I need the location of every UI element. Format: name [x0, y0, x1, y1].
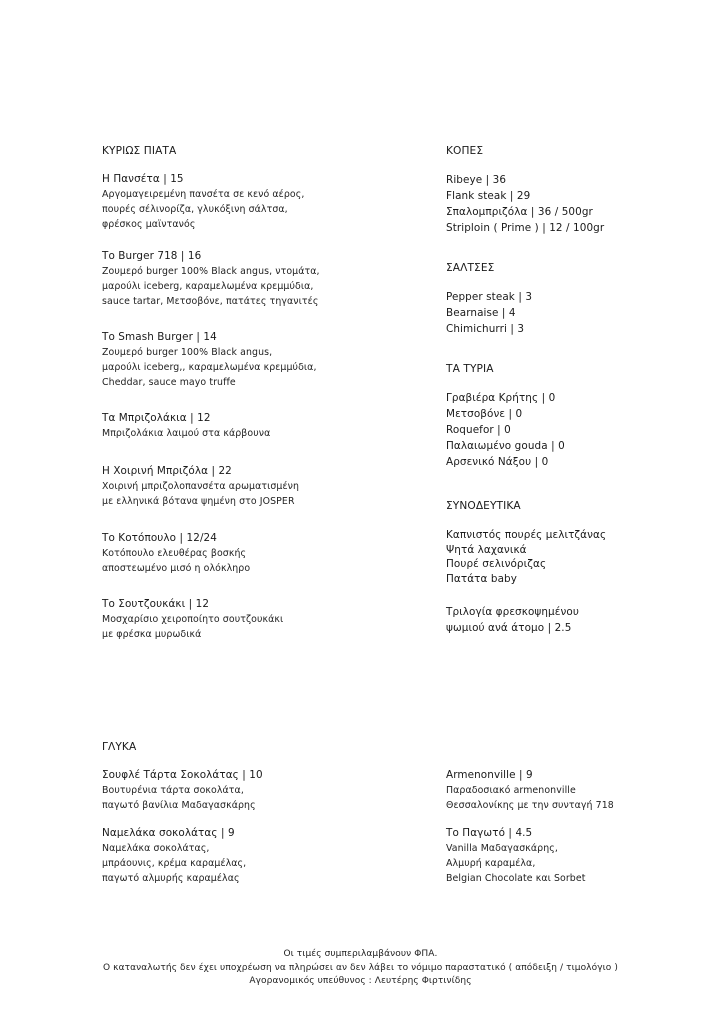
cheese-line: Γραβιέρα Κρήτης | 0 — [446, 392, 556, 404]
item-desc: Θεσσαλονίκης με την συνταγή 718 — [446, 800, 614, 811]
side-line: Πουρέ σελινόριζας — [446, 558, 547, 570]
dessert-namelaka — [102, 826, 402, 886]
menu-item-soutzoukaki — [102, 597, 402, 642]
bread-line: Τριλογία φρεσκοψημένου — [446, 606, 579, 618]
item-desc: Μοσχαρίσιο χειροποίητο σουτζουκάκι — [102, 614, 284, 625]
menu-item-smash-burger — [102, 330, 402, 390]
footer-receipt-note: Ο καταναλωτής δεν έχει υποχρέωση να πληρώσει αν δεν λάβει το νόμιμο παραστατικό ( απόδειξη / τιμολόγιο ) — [103, 962, 618, 973]
item-title: Armenonville | 9 — [446, 769, 533, 781]
cuts-section — [446, 144, 686, 236]
cut-line: Striploin ( Prime ) | 12 / 100gr — [446, 222, 605, 234]
item-title: Το Κοτόπουλο | 12/24 — [102, 532, 217, 544]
menu-item-burger-718 — [102, 249, 402, 309]
item-title: Το Σουτζουκάκι | 12 — [102, 598, 210, 610]
cheese-line: Αρσενικό Νάξου | 0 — [446, 456, 549, 468]
item-desc: Belgian Chocolate και Sorbet — [446, 873, 586, 884]
item-desc: με φρέσκα μυρωδικά — [102, 629, 202, 640]
mains-section — [102, 144, 402, 158]
cut-line: Flank steak | 29 — [446, 190, 531, 202]
item-desc: Vanilla Μαδαγασκάρης, — [446, 843, 558, 854]
sides-heading: ΣΥΝΟΔΕΥΤΙΚΑ — [446, 500, 521, 512]
item-desc: φρέσκος μαϊντανός — [102, 219, 196, 230]
item-desc: Ζουμερό burger 100% Black angus, ντομάτα, — [102, 266, 320, 277]
cheeses-heading: ΤΑ ΤΥΡΙΑ — [446, 363, 494, 375]
footer-notice — [0, 948, 721, 989]
menu-item-pork-chop — [102, 464, 402, 509]
item-title: Το Smash Burger | 14 — [102, 331, 217, 343]
item-desc: Βουτυρένια τάρτα σοκολάτα, — [102, 785, 244, 796]
item-desc: Παραδοσιακό armenonville — [446, 785, 576, 796]
item-desc: Αργομαγειρεμένη πανσέτα σε κενό αέρος, — [102, 189, 305, 200]
mains-heading: ΚΥΡΙΩΣ ΠΙΑΤΑ — [102, 145, 177, 157]
sides-section — [446, 499, 686, 636]
item-desc: Cheddar, sauce mayo truffe — [102, 377, 236, 388]
side-line: Καπνιστός πουρές μελιτζάνας — [446, 529, 607, 541]
item-desc: Χοιρινή μπριζολοπανσέτα αρωματισμένη — [102, 481, 300, 492]
item-desc: sauce tartar, Μετσοβόνε, πατάτες τηγανιτές — [102, 296, 319, 307]
item-desc: Ναμελάκα σοκολάτας, — [102, 843, 210, 854]
item-title: Ναμελάκα σοκολάτας | 9 — [102, 827, 235, 839]
side-line: Πατάτα baby — [446, 572, 517, 585]
dessert-armenonville — [446, 768, 686, 813]
item-desc: μαρούλι iceberg,, καραμελωμένα κρεμμύδια, — [102, 362, 317, 373]
dessert-souffle — [102, 768, 402, 813]
cheese-line: Roquefor | 0 — [446, 424, 511, 436]
item-desc: με ελληνικά βότανα ψημένη στο JOSPER — [102, 496, 295, 507]
desserts-heading: ΓΛΥΚΑ — [102, 741, 137, 753]
item-desc: παγωτό αλμυρής καραμέλας — [102, 873, 240, 884]
item-title: Η Χοιρινή Μπριζόλα | 22 — [102, 465, 232, 477]
menu-item-chicken — [102, 531, 402, 576]
item-desc: μαρούλι iceberg, καραμελωμένα κρεμμύδια, — [102, 281, 314, 292]
item-title: Η Πανσέτα | 15 — [102, 173, 184, 185]
sauce-line: Pepper steak | 3 — [446, 291, 533, 303]
cheese-line: Μετσοβόνε | 0 — [446, 408, 523, 420]
footer-responsible: Αγορανομικός υπεύθυνος : Λευτέρης Φιρτινίδης — [249, 976, 472, 986]
dessert-ice-cream — [446, 826, 686, 886]
item-desc: αποστεωμένο μισό η ολόκληρο — [102, 563, 251, 574]
item-desc: παγωτό βανίλια Μαδαγασκάρης — [102, 800, 256, 811]
sauces-section — [446, 261, 686, 337]
menu-item-pancetta — [102, 172, 402, 232]
cheese-line: Παλαιωμένο gouda | 0 — [446, 440, 565, 452]
cuts-heading: ΚΟΠΕΣ — [446, 145, 484, 157]
side-line: Ψητά λαχανικά — [446, 543, 527, 556]
cheeses-section — [446, 362, 686, 470]
item-desc: Ζουμερό burger 100% Black angus, — [102, 347, 273, 358]
footer-vat-note: Οι τιμές συμπεριλαμβάνουν ΦΠΑ. — [283, 949, 438, 959]
cut-line: Ribeye | 36 — [446, 174, 507, 186]
menu-item-brizolakia — [102, 411, 402, 441]
item-desc: μπράουνις, κρέμα καραμέλας, — [102, 858, 247, 869]
desserts-section — [102, 740, 402, 754]
item-desc: Αλμυρή καραμέλα, — [446, 858, 536, 869]
item-title: Το Burger 718 | 16 — [102, 250, 202, 262]
item-desc: Μπριζολάκια λαιμού στα κάρβουνα — [102, 428, 271, 439]
sauces-heading: ΣΑΛΤΣΕΣ — [446, 262, 495, 274]
item-desc: Κοτόπουλο ελευθέρας βοσκής — [102, 548, 247, 559]
item-title: Τα Μπριζολάκια | 12 — [102, 412, 211, 424]
bread-line: ψωμιού ανά άτομο | 2.5 — [446, 622, 572, 634]
sauce-line: Chimichurri | 3 — [446, 323, 525, 335]
item-title: Το Παγωτό | 4.5 — [446, 827, 533, 839]
item-title: Σουφλέ Τάρτα Σοκολάτας | 10 — [102, 769, 263, 781]
sauce-line: Bearnaise | 4 — [446, 307, 516, 319]
item-desc: πουρές σέλινορίζα, γλυκόξινη σάλτσα, — [102, 204, 288, 215]
cut-line: Σπαλομπριζόλα | 36 / 500gr — [446, 206, 593, 218]
